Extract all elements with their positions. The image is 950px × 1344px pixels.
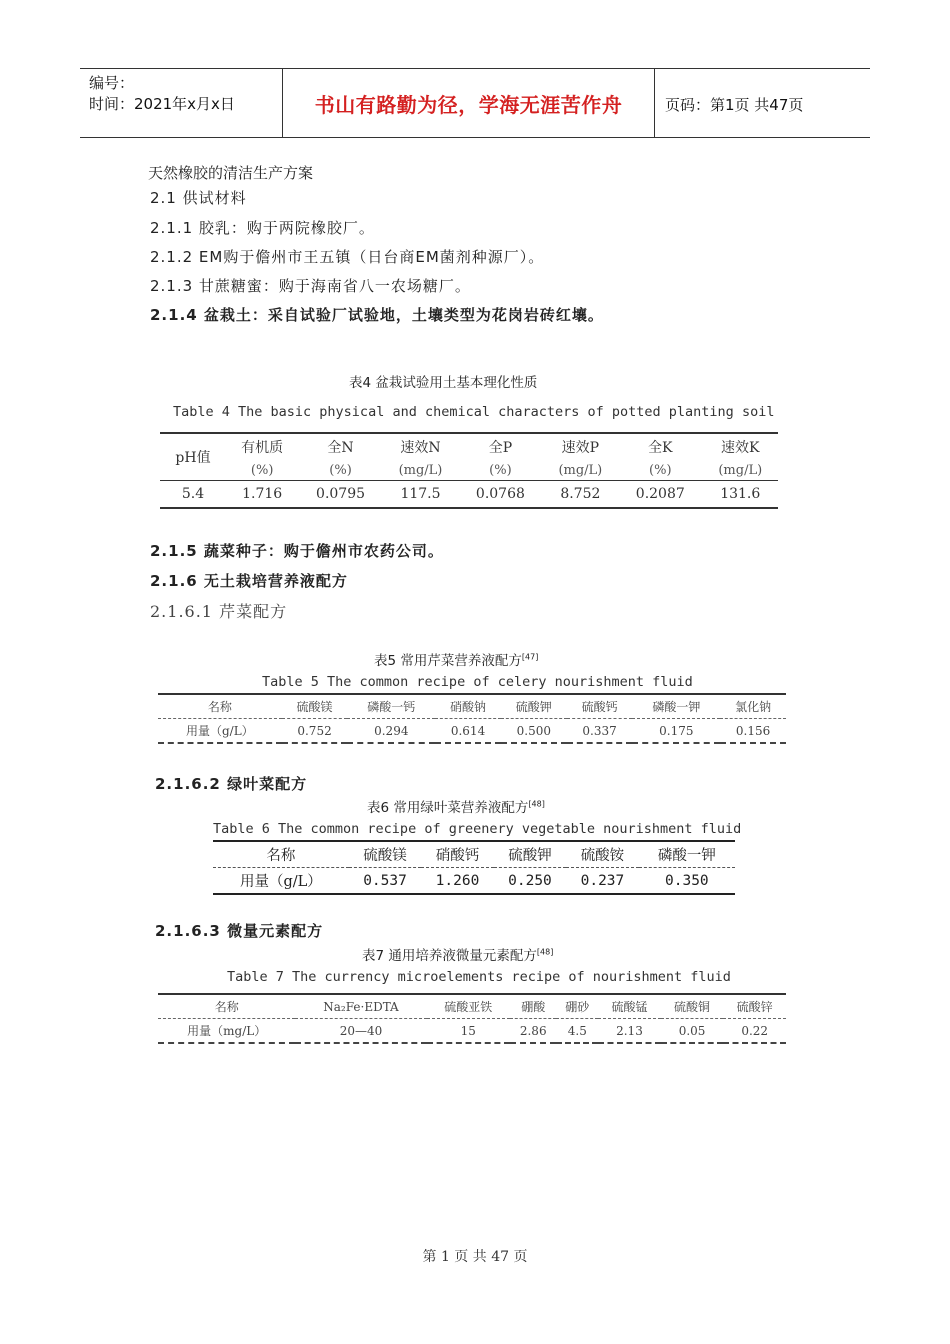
table5-cell: 用量（g/L） (158, 719, 282, 744)
table7-cell: 4.5 (556, 1019, 598, 1044)
table5-caption-cn (374, 649, 538, 669)
table7-caption-text: 表7 通用培养液微量元素配方 (362, 948, 537, 964)
table6-caption-text: 表6 常用绿叶菜营养液配方 (367, 800, 529, 816)
table4-header: 全N (327, 440, 354, 456)
section-2-1-6-3: 2.1.6.3 微量元素配方 (155, 922, 324, 940)
header-meta (80, 69, 283, 137)
table5-caption-text: 表5 常用芹菜营养液配方 (374, 653, 522, 669)
table5-ref: [47] (521, 652, 539, 662)
table5-cell: 0.294 (347, 719, 435, 744)
table6 (213, 840, 735, 895)
number-label: 编号： (89, 74, 135, 92)
table7-header: 硫酸铜 (674, 1000, 711, 1014)
table6-header: 磷酸一钾 (657, 848, 716, 864)
time-label: 时间：2021年x月x日 (89, 95, 235, 113)
table7-header: 硫酸亚铁 (444, 1000, 493, 1014)
table4-cell: 1.716 (226, 481, 298, 509)
table7-header: Na₂Fe·EDTA (323, 999, 399, 1014)
table7-header: 名称 (214, 1000, 239, 1014)
table6-cell: 0.237 (566, 868, 638, 895)
table4-cell: 0.0795 (298, 481, 382, 509)
table4-unit: (mg/L) (398, 462, 443, 478)
table7-ref: [48] (536, 947, 554, 957)
table5-caption-en: Table 5 The common recipe of celery nourishment fluid (262, 674, 693, 690)
table5-cell: 0.337 (567, 719, 633, 744)
table6-cell: 0.537 (349, 868, 421, 895)
section-2-1-6-1: 2.1.6.1 芹菜配方 (150, 602, 288, 621)
table6-cell: 0.350 (639, 868, 735, 895)
page-header (80, 68, 870, 138)
table5-cell: 0.752 (282, 719, 348, 744)
table4 (160, 432, 778, 509)
table4-cell: 0.0768 (458, 481, 542, 509)
table7-caption-en: Table 7 The currency microelements recipe of nourishment fluid (227, 969, 731, 985)
table4-cell: 8.752 (543, 481, 618, 509)
table6-header: 硫酸铵 (580, 848, 625, 864)
section-2-1-6-2: 2.1.6.2 绿叶菜配方 (155, 775, 308, 793)
table5-cell: 0.175 (632, 719, 720, 744)
section-2-1-3: 2.1.3 甘蔗糖蜜：购于海南省八一农场糖厂。 (150, 277, 471, 295)
table4-cell: 117.5 (383, 481, 458, 509)
table4-header: 全K (648, 440, 673, 456)
table4-header: 速效K (721, 440, 760, 456)
table4-caption-cn: 表4 盆栽试验用土基本理化性质 (349, 375, 538, 391)
document-title: 天然橡胶的清洁生产方案 (148, 164, 314, 182)
page-footer: 第 1 页 共 47 页 (422, 1249, 528, 1265)
table5-cell: 0.614 (435, 719, 501, 744)
header-motto: 书山有路勤为径，学海无涯苦作舟 (283, 69, 655, 137)
table7-cell: 2.13 (598, 1019, 661, 1044)
table4-unit: (%) (329, 462, 352, 478)
table7-header: 硫酸锌 (736, 1000, 773, 1014)
section-2-1-5: 2.1.5 蔬菜种子：购于儋州市农药公司。 (150, 542, 444, 560)
table4-header: 速效P (561, 440, 600, 456)
table4-unit: (%) (489, 462, 512, 478)
table5-header: 硫酸镁 (296, 700, 333, 714)
section-2-1-4: 2.1.4 盆栽土：采自试验厂试验地，土壤类型为花岗岩砖红壤。 (150, 306, 604, 324)
table5-header: 硫酸钾 (515, 700, 552, 714)
table7-cell: 用量（mg/L） (158, 1019, 295, 1044)
table7-cell: 20—40 (295, 1019, 426, 1044)
table4-unit: (%) (250, 462, 274, 478)
table5-cell: 0.500 (501, 719, 567, 744)
table6-cell: 1.260 (421, 868, 493, 895)
table7 (158, 993, 786, 1044)
section-2-1-2: 2.1.2 EM购于儋州市王五镇（日台商EM菌剂种源厂）。 (150, 248, 545, 266)
table7-cell: 2.86 (510, 1019, 556, 1044)
table6-cell: 0.250 (494, 868, 566, 895)
section-2-1: 2.1 供试材料 (150, 189, 247, 207)
table6-ref: [48] (528, 799, 545, 809)
table6-header: 硫酸钾 (508, 848, 552, 864)
table4-cell: 0.2087 (618, 481, 702, 509)
table4-unit: (%) (649, 462, 672, 478)
table6-header: 硫酸镁 (363, 848, 407, 864)
table4-row-header: pH值 (175, 450, 211, 466)
table6-caption-en: Table 6 The common recipe of greenery vegetable nourishment fluid (213, 821, 742, 837)
table6-caption-cn (367, 796, 545, 816)
table5-header: 磷酸一钙 (367, 700, 416, 714)
table4-unit: (mg/L) (718, 462, 763, 478)
table4-caption-en: Table 4 The basic physical and chemical characters of potted planting soil (173, 404, 775, 420)
table7-header: 硫酸锰 (611, 1000, 648, 1014)
table5-header: 磷酸一钾 (652, 700, 701, 714)
table6-header: 硝酸钙 (435, 848, 480, 864)
table4-unit: (mg/L) (558, 462, 603, 478)
table5-header: 硫酸钙 (581, 700, 618, 714)
section-2-1-6: 2.1.6 无土栽培营养液配方 (150, 572, 348, 590)
table5 (158, 693, 786, 744)
table7-cell: 15 (427, 1019, 510, 1044)
table5-header: 氯化钠 (735, 700, 772, 714)
table7-cell: 0.22 (723, 1019, 786, 1044)
section-2-1-1: 2.1.1 胶乳：购于两院橡胶厂。 (150, 219, 375, 237)
table5-cell: 0.156 (720, 719, 786, 744)
table4-cell: 5.4 (160, 481, 226, 509)
table5-header: 名称 (207, 700, 232, 714)
table7-caption-cn (362, 944, 553, 964)
page-info: 页码：第1页 共47页 (665, 96, 804, 114)
table5-header: 硝酸钠 (450, 700, 487, 714)
table4-header: 有机质 (241, 440, 284, 456)
table6-cell: 用量（g/L） (213, 868, 349, 895)
table6-header: 名称 (266, 848, 296, 864)
table7-header: 硼砂 (565, 1000, 590, 1014)
table4-header: 全P (488, 440, 513, 456)
table7-cell: 0.05 (661, 1019, 724, 1044)
table4-header: 速效N (400, 440, 441, 456)
table7-header: 硼酸 (521, 1000, 546, 1014)
table4-cell: 131.6 (703, 481, 779, 509)
